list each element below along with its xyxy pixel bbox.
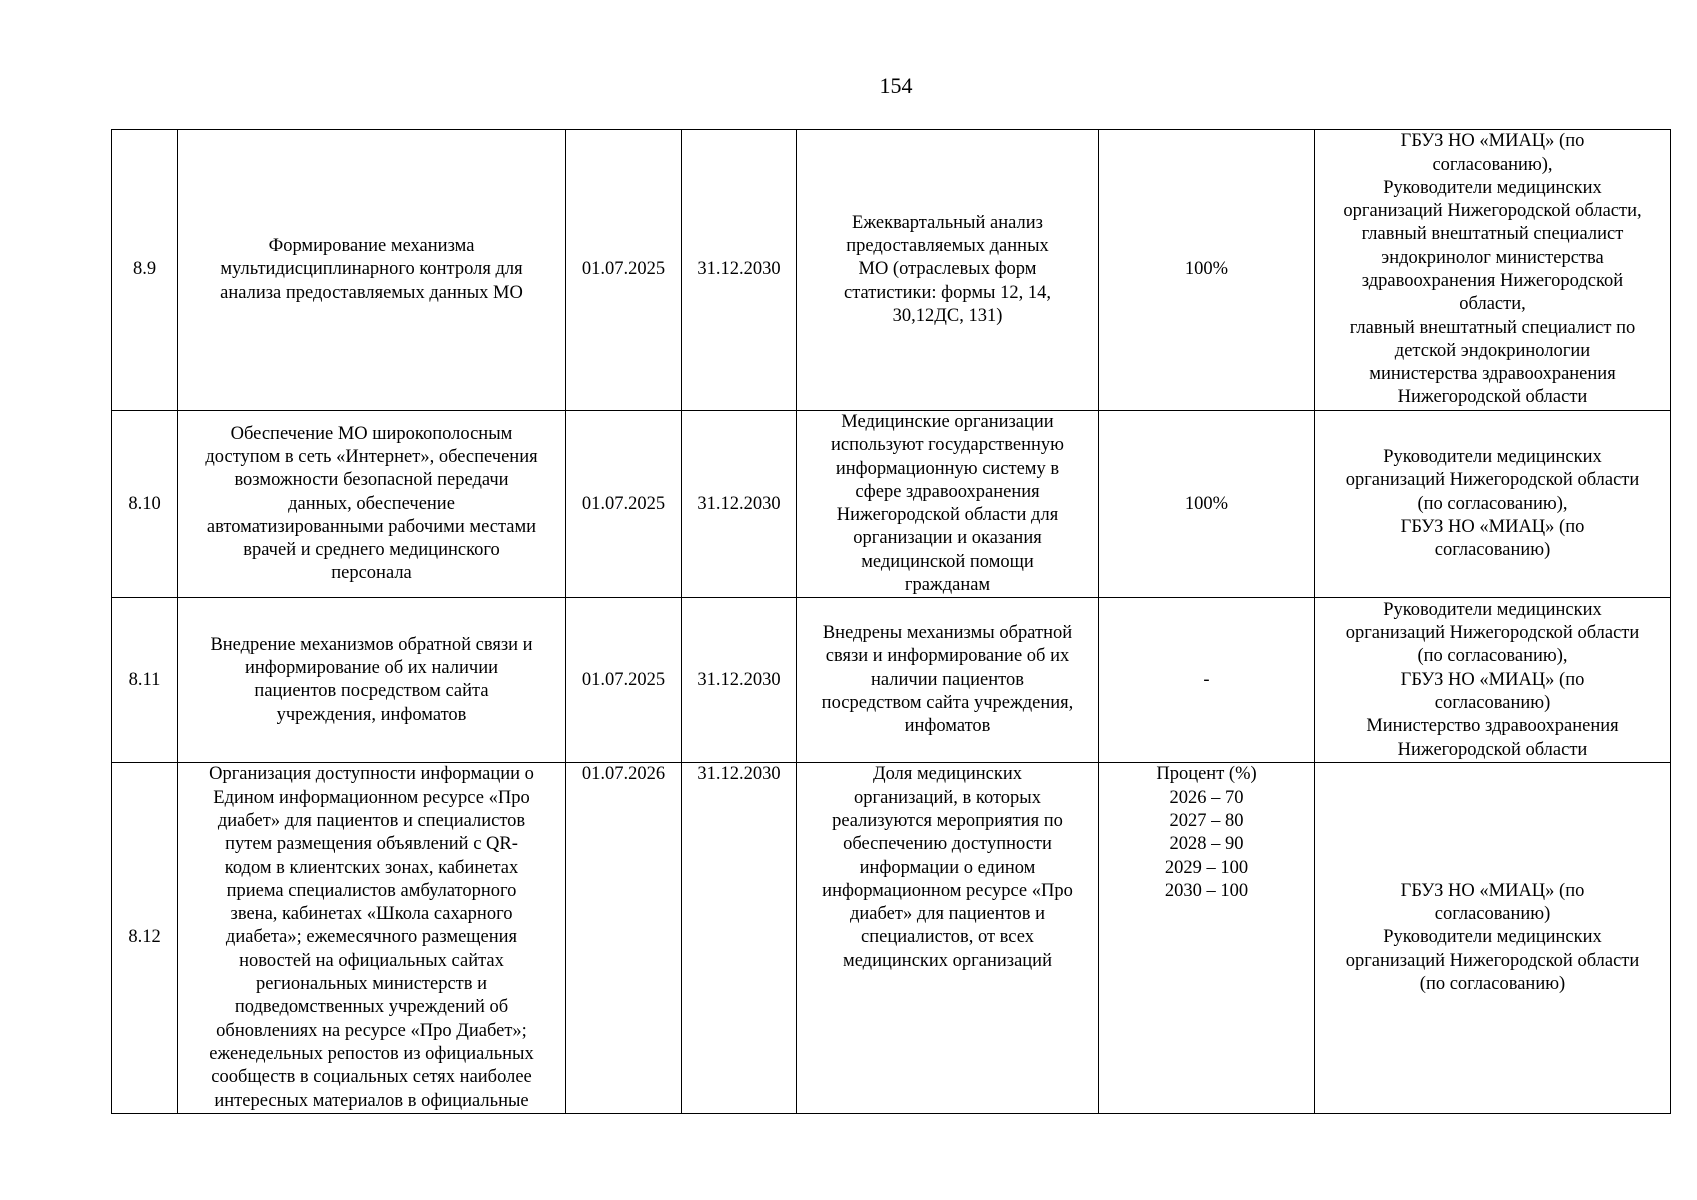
text-line: организаций Нижегородской области, bbox=[1343, 201, 1642, 222]
text-line: инфоматов bbox=[904, 716, 991, 737]
text-line: Нижегородской области для bbox=[836, 505, 1059, 526]
responsible-cell bbox=[1315, 598, 1671, 763]
text-line: звена, кабинетах «Школа сахарного bbox=[230, 904, 513, 925]
text-line: реализуются мероприятия по bbox=[832, 810, 1063, 831]
text-line: Обеспечение МО широкополосным bbox=[230, 423, 513, 444]
text-line: здравоохранения Нижегородской bbox=[1361, 271, 1624, 291]
text-line: путем размещения объявлений с QR- bbox=[225, 834, 518, 855]
text-line: диабета»; ежемесячного размещения bbox=[225, 927, 518, 948]
responsible-cell bbox=[1315, 763, 1671, 1113]
text-line: интересных материалов в официальные bbox=[214, 1090, 529, 1111]
text-line: информационном ресурсе «Про bbox=[822, 880, 1073, 901]
text-line: 2027 – 80 bbox=[1169, 810, 1244, 831]
start-date-cell: 01.07.2026 bbox=[566, 763, 682, 1113]
text-line: обновлениях на ресурсе «Про Диабет»; bbox=[216, 1020, 527, 1041]
text-line: диабет» для пациентов и bbox=[849, 904, 1046, 925]
text-line: эндокринолог министерства bbox=[1381, 247, 1604, 268]
text-line: предоставляемых данных bbox=[846, 236, 1049, 257]
text-line: сообществ в социальных сетях наиболее bbox=[211, 1067, 532, 1088]
text-line: врачей и среднего медицинского bbox=[243, 540, 500, 561]
page-number: 154 bbox=[879, 73, 913, 98]
text-line: обеспечению доступности bbox=[843, 834, 1052, 855]
row-number: 8.10 bbox=[112, 411, 178, 598]
indicator-cell bbox=[1099, 411, 1315, 598]
text-line: мультидисциплинарного контроля для bbox=[220, 259, 523, 280]
row-number: 8.9 bbox=[112, 130, 178, 411]
text-line: информационную систему в bbox=[835, 458, 1060, 479]
text-line: организаций, в которых bbox=[853, 787, 1041, 808]
text-line: организаций Нижегородской области bbox=[1345, 470, 1640, 491]
text-line: автоматизированными рабочими местами bbox=[206, 516, 537, 537]
result-cell bbox=[797, 598, 1099, 763]
text-line: ГБУЗ НО «МИАЦ» (по bbox=[1400, 669, 1585, 690]
indicator-cell bbox=[1099, 598, 1315, 763]
text-line: анализа предоставляемых данных МО bbox=[220, 282, 523, 303]
text-line: Медицинские организации bbox=[841, 412, 1054, 432]
table-row bbox=[112, 411, 1671, 598]
text-line: подведомственных учреждений об bbox=[234, 997, 509, 1018]
text-line: организаций Нижегородской области bbox=[1345, 950, 1640, 971]
text-line: посредством сайта учреждения, bbox=[821, 693, 1074, 714]
table-row bbox=[112, 130, 1671, 411]
table-row bbox=[112, 763, 1671, 1113]
text-line: пациентов посредством сайта bbox=[254, 681, 489, 702]
text-line: 2029 – 100 bbox=[1164, 857, 1249, 878]
text-line: детской эндокринологии bbox=[1394, 340, 1591, 361]
text-line: Руководители медицинских bbox=[1383, 177, 1602, 198]
row-number: 8.12 bbox=[112, 763, 178, 1113]
result-cell bbox=[797, 130, 1099, 411]
text-line: главный внештатный специалист bbox=[1361, 224, 1624, 245]
text-line: ГБУЗ НО «МИАЦ» (по bbox=[1400, 131, 1585, 152]
text-line: кодом в клиентских зонах, кабинетах bbox=[224, 857, 519, 878]
text-line: используют государственную bbox=[831, 435, 1064, 456]
table-row bbox=[112, 598, 1671, 763]
activity-cell bbox=[178, 598, 566, 763]
text-line: согласованию) bbox=[1434, 693, 1551, 714]
responsible-cell bbox=[1315, 411, 1671, 598]
text-line: ГБУЗ НО «МИАЦ» (по bbox=[1400, 516, 1585, 537]
text-line: области, bbox=[1459, 294, 1526, 315]
text-line: Руководители медицинских bbox=[1383, 927, 1602, 948]
end-date-cell: 31.12.2030 bbox=[682, 130, 797, 411]
activity-cell bbox=[178, 763, 566, 1113]
text-line: Руководители медицинских bbox=[1383, 446, 1602, 467]
end-date-cell: 31.12.2030 bbox=[682, 598, 797, 763]
text-line: приема специалистов амбулаторного bbox=[226, 880, 517, 901]
text-line: ГБУЗ НО «МИАЦ» (по bbox=[1400, 880, 1585, 901]
text-line: возможности безопасной передачи bbox=[234, 470, 509, 491]
text-line: информирование об их наличии bbox=[244, 658, 499, 679]
text-line: - bbox=[1203, 669, 1210, 690]
text-line: согласованию) bbox=[1434, 540, 1551, 561]
text-line: медицинских организаций bbox=[843, 950, 1052, 971]
text-line: (по согласованию), bbox=[1417, 493, 1568, 514]
text-line: Доля медицинских bbox=[872, 764, 1023, 785]
activity-cell bbox=[178, 130, 566, 411]
text-line: доступом в сеть «Интернет», обеспечения bbox=[205, 446, 538, 467]
text-line: 100% bbox=[1184, 259, 1229, 280]
text-line: Министерство здравоохранения bbox=[1366, 716, 1619, 737]
text-line: 30,12ДС, 131) bbox=[892, 305, 1003, 326]
text-line: Организация доступности информации о bbox=[209, 764, 534, 785]
text-line: Нижегородской области bbox=[1397, 739, 1588, 760]
text-line: медицинской помощи bbox=[861, 551, 1034, 572]
indicator-cell bbox=[1099, 130, 1315, 411]
text-line: Внедрены механизмы обратной bbox=[822, 623, 1073, 644]
start-date-cell: 01.07.2025 bbox=[566, 130, 682, 411]
text-line: данных, обеспечение bbox=[288, 493, 455, 514]
start-date-cell: 01.07.2025 bbox=[566, 411, 682, 598]
text-line: Внедрение механизмов обратной связи и bbox=[210, 634, 533, 655]
text-line: Процент (%) bbox=[1156, 764, 1257, 785]
start-date-cell: 01.07.2025 bbox=[566, 598, 682, 763]
text-line: Нижегородской области bbox=[1397, 387, 1588, 408]
text-line: (по согласованию), bbox=[1417, 646, 1568, 667]
text-line: Ежеквартальный анализ bbox=[852, 212, 1043, 233]
text-line: еженедельных репостов из официальных bbox=[209, 1043, 534, 1064]
text-line: информации о едином bbox=[859, 857, 1036, 878]
text-line: специалистов, от всех bbox=[861, 927, 1034, 948]
text-line: 2030 – 100 bbox=[1164, 880, 1249, 901]
text-line: диабет» для пациентов и специалистов bbox=[217, 810, 526, 831]
text-line: региональных министерств и bbox=[255, 974, 488, 995]
end-date-cell: 31.12.2030 bbox=[682, 411, 797, 598]
text-line: главный внештатный специалист по bbox=[1349, 317, 1636, 338]
text-line: персонала bbox=[331, 563, 412, 584]
text-line: организации и оказания bbox=[853, 528, 1042, 549]
indicator-cell bbox=[1099, 763, 1315, 1113]
text-line: новостей на официальных сайтах bbox=[239, 950, 504, 971]
text-line: министерства здравоохранения bbox=[1369, 364, 1616, 385]
responsible-cell bbox=[1315, 130, 1671, 411]
activity-cell bbox=[178, 411, 566, 598]
result-cell bbox=[797, 763, 1099, 1113]
result-cell bbox=[797, 411, 1099, 598]
text-line: связи и информирование об их bbox=[825, 646, 1070, 667]
measures-table bbox=[111, 129, 1671, 1114]
text-line: Руководители медицинских bbox=[1383, 599, 1602, 620]
text-line: согласованию) bbox=[1434, 904, 1551, 925]
text-line: Едином информационном ресурсе «Про bbox=[213, 787, 530, 808]
text-line: 100% bbox=[1184, 493, 1229, 514]
text-line: гражданам bbox=[904, 575, 991, 596]
end-date-cell: 31.12.2030 bbox=[682, 763, 797, 1113]
text-line: МО (отраслевых форм bbox=[858, 259, 1037, 280]
row-number: 8.11 bbox=[112, 598, 178, 763]
text-line: (по согласованию) bbox=[1419, 974, 1566, 995]
text-line: 2026 – 70 bbox=[1169, 787, 1244, 808]
text-line: сфере здравоохранения bbox=[855, 481, 1040, 502]
text-line: наличии пациентов bbox=[871, 669, 1024, 690]
text-line: 2028 – 90 bbox=[1169, 834, 1244, 855]
text-line: Формирование механизма bbox=[268, 236, 475, 257]
text-line: учреждения, инфоматов bbox=[276, 704, 467, 725]
text-line: согласованию), bbox=[1432, 154, 1553, 175]
text-line: организаций Нижегородской области bbox=[1345, 623, 1640, 644]
text-line: статистики: формы 12, 14, bbox=[844, 282, 1051, 303]
